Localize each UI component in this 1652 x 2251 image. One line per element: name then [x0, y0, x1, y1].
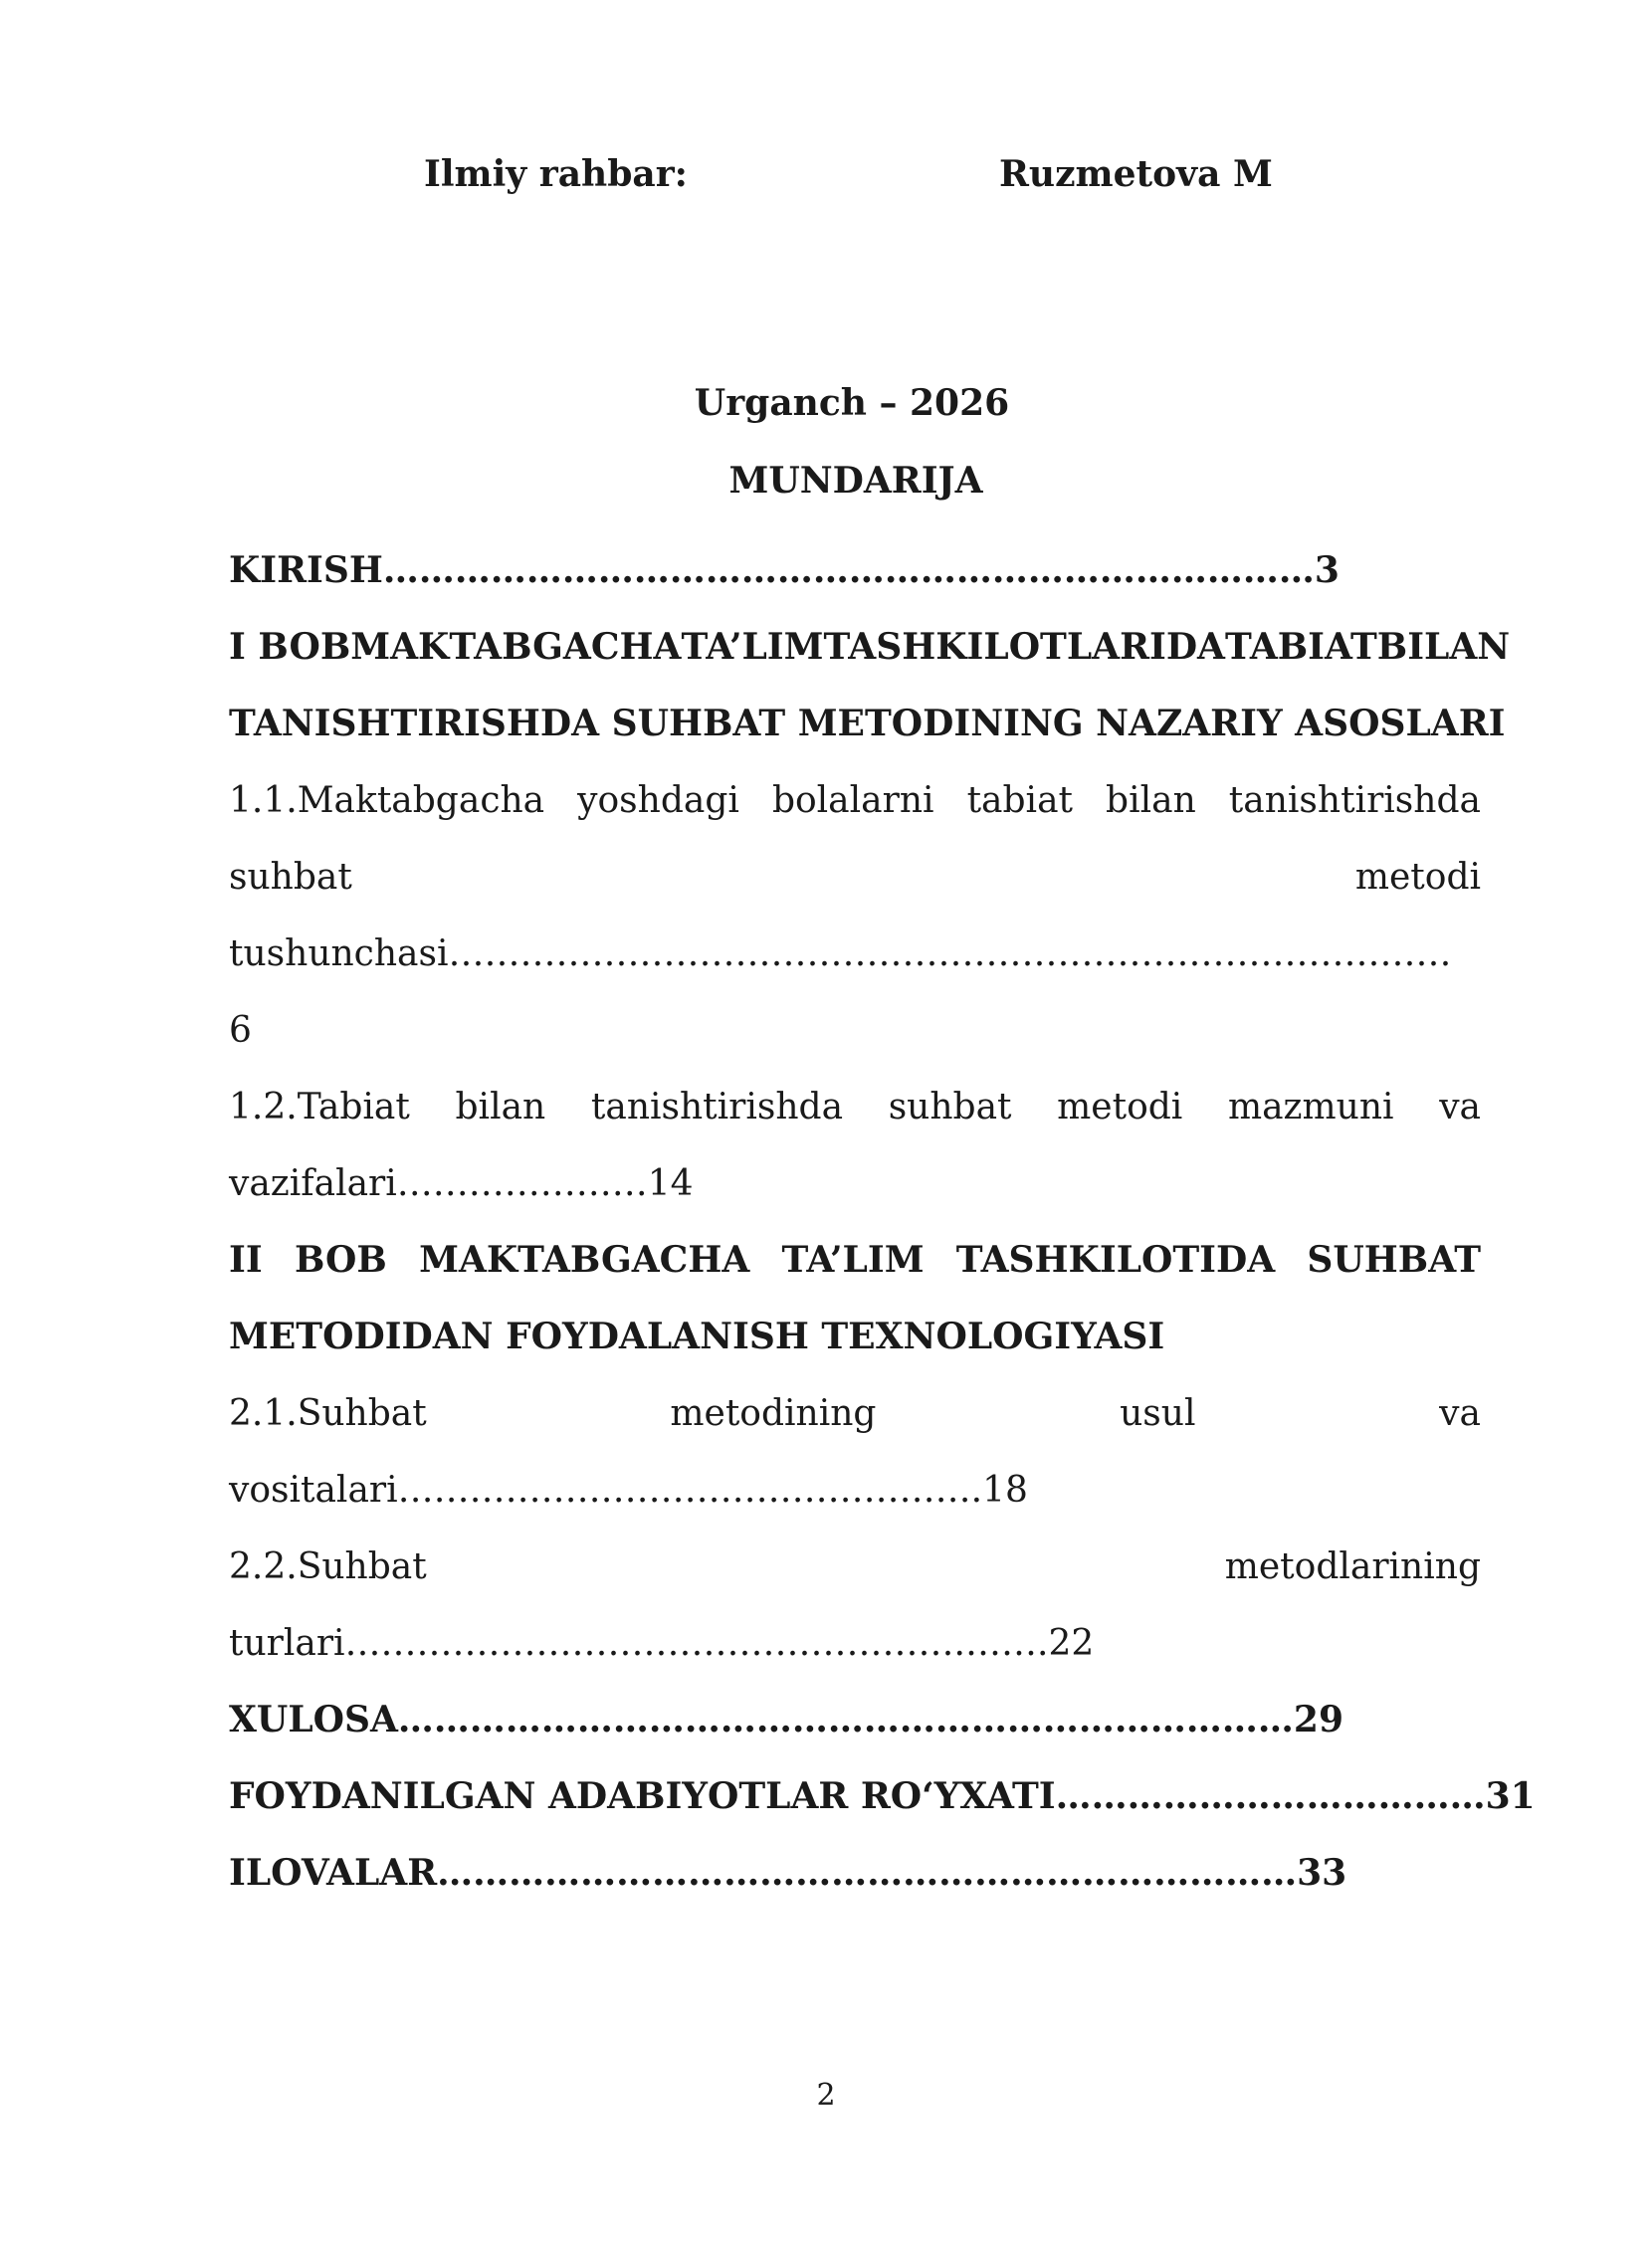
toc-word: yoshdagi [577, 780, 739, 821]
toc-section-1-1-line3: tushunchasi………………………………………………………………………… [229, 933, 1452, 974]
toc-word: metodining [670, 1393, 877, 1434]
toc-word: 2.1.Suhbat [229, 1393, 427, 1434]
table-of-contents [229, 532, 1536, 1912]
toc-word: va [1439, 1087, 1481, 1127]
supervisor-line [0, 153, 1592, 203]
toc-section-2-2-line1 [229, 1529, 1481, 1605]
toc-word: TASHKILOTLARIDA [823, 626, 1225, 668]
toc-word: TA’LIM [681, 626, 824, 668]
toc-word: TABIAT [1225, 626, 1377, 668]
toc-section-1-1-page: 6 [229, 1010, 252, 1051]
toc-chapter2-line1 [229, 1222, 1481, 1299]
toc-section-1-2-line1 [229, 1069, 1481, 1145]
toc-entry-kirish: KIRISH……………………………………………………………………3 [229, 549, 1340, 591]
toc-section-1-2-line2: vazifalari…………………14 [229, 1163, 694, 1204]
toc-title: MUNDARIJA [728, 460, 983, 502]
toc-word: 2.2.Suhbat [229, 1546, 427, 1587]
supervisor-label: Ilmiy rahbar: [424, 153, 688, 195]
toc-word: suhbat [888, 1087, 1012, 1127]
city-year: Urganch – 2026 [694, 382, 1010, 424]
toc-entry-ilovalar: ILOVALAR………………………………………………………………33 [229, 1852, 1347, 1894]
toc-word: MAKTABGACHA [419, 1239, 750, 1281]
toc-section-1-1-line1 [229, 762, 1481, 839]
toc-word: MAKTABGACHA [350, 626, 682, 668]
toc-word: SUHBAT [1307, 1239, 1481, 1281]
toc-word: BOB [294, 1239, 387, 1281]
toc-chapter2-line2: METODIDAN FOYDALANISH TEXNOLOGIYASI [229, 1316, 1165, 1357]
toc-word: 1.1.Maktabgacha [229, 780, 545, 821]
toc-chapter1-line1 [229, 609, 1511, 686]
toc-word: II [229, 1239, 263, 1281]
toc-word: bilan [455, 1087, 546, 1127]
toc-chapter1-line2: TANISHTIRISHDA SUHBAT METODINING NAZARIY ASOSLARI [229, 703, 1506, 744]
toc-word: tanishtirishda [1228, 780, 1481, 821]
toc-word: TA’LIM [781, 1239, 925, 1281]
toc-entry-adabiyotlar: FOYDANILGAN ADABIYOTLAR RO‘YXATI………………………………31 [229, 1775, 1536, 1817]
toc-word: TASHKILOTIDA [955, 1239, 1276, 1281]
toc-word: mazmuni [1227, 1087, 1394, 1127]
toc-word: usul [1120, 1393, 1196, 1434]
toc-word: metodi [1057, 1087, 1183, 1127]
toc-word: tanishtirishda [590, 1087, 844, 1127]
toc-word: suhbat [229, 857, 352, 898]
toc-section-1-1-line2 [229, 839, 1481, 916]
toc-word: bolalarni [771, 780, 934, 821]
page-number: 2 [816, 2078, 836, 2113]
toc-section-2-2-line2: turlari…………………………………………….…….22 [229, 1623, 1095, 1664]
toc-word: BILAN [1376, 626, 1511, 668]
toc-word: va [1439, 1393, 1481, 1434]
toc-word: tabiat [966, 780, 1073, 821]
supervisor-name: Ruzmetova M [999, 153, 1273, 195]
toc-section-2-1-line1 [229, 1375, 1481, 1452]
toc-word: I BOB [229, 626, 351, 668]
toc-word: bilan [1106, 780, 1196, 821]
toc-word: metodi [1354, 857, 1481, 898]
toc-entry-xulosa: XULOSA…………………………………………………………………29 [229, 1699, 1344, 1740]
toc-section-2-1-line2: vositalari………………………………………….18 [229, 1470, 1028, 1511]
toc-word: 1.2.Tabiat [229, 1087, 410, 1127]
toc-word: metodlarining [1224, 1546, 1481, 1587]
